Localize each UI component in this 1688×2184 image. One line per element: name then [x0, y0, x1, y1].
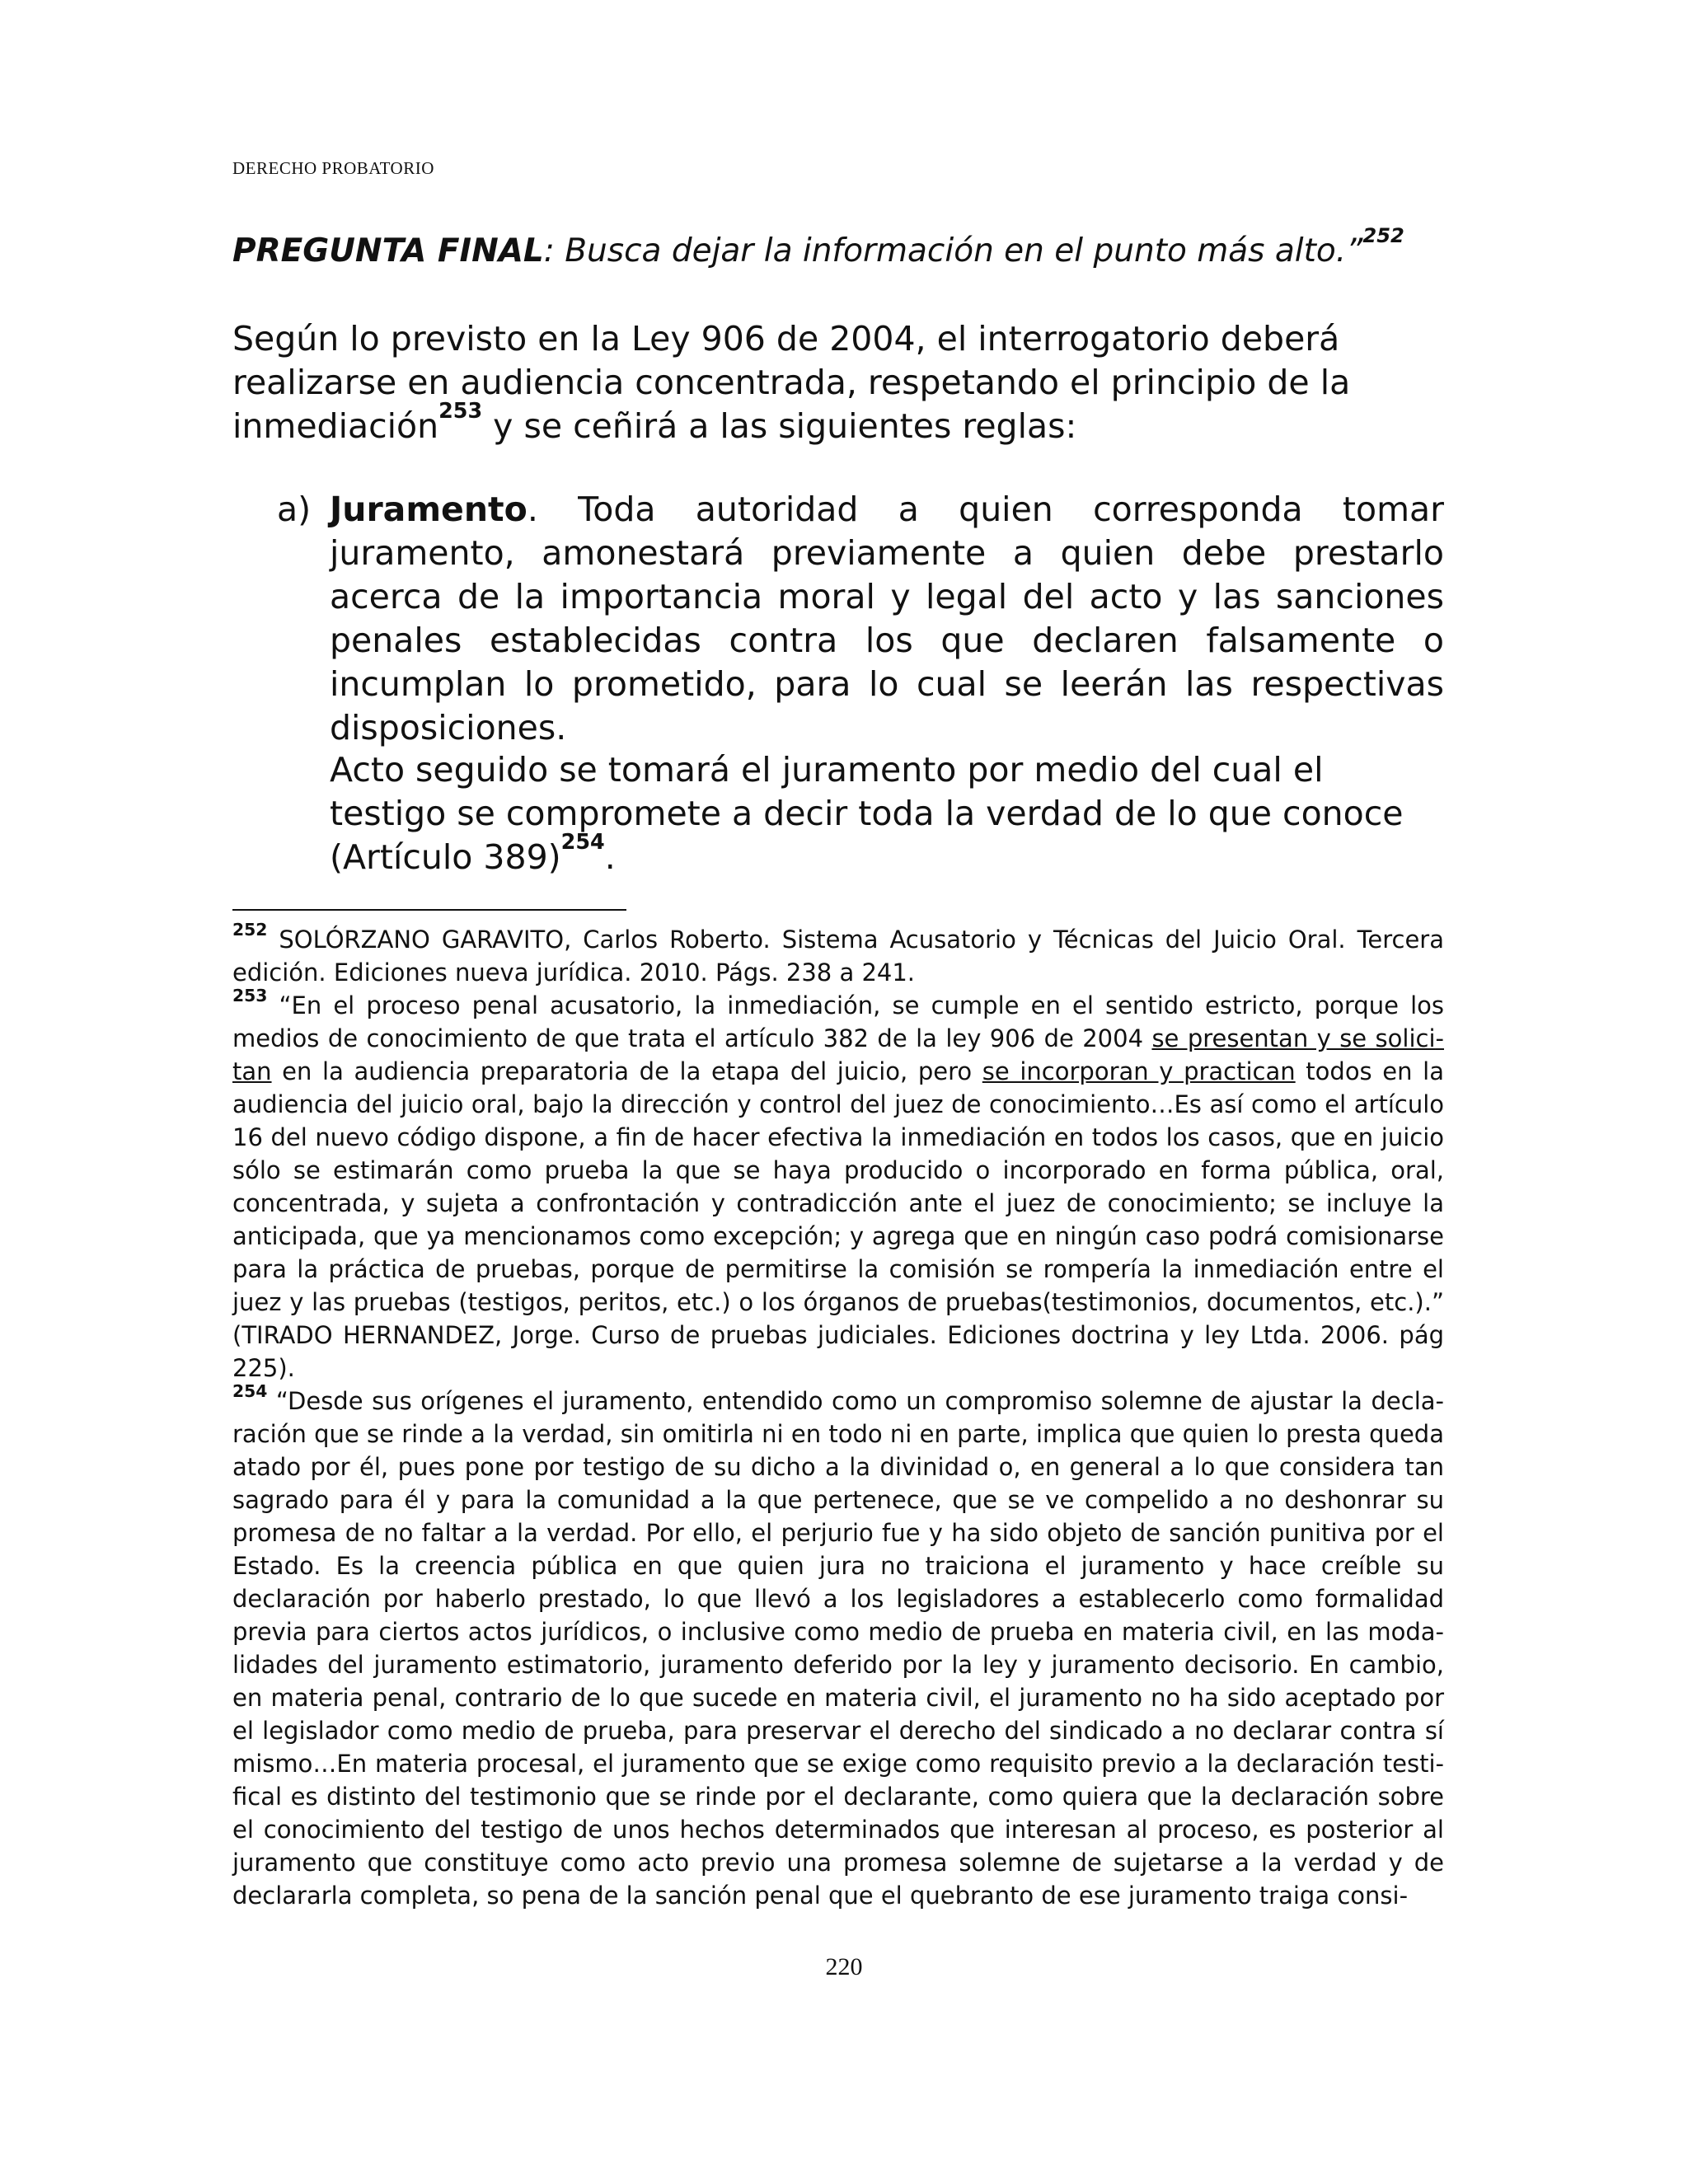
footnote-underlined-text: se incorporan y practican [982, 1057, 1296, 1085]
page-number: 220 [825, 1953, 863, 1980]
list-item-body [277, 488, 1444, 750]
footnote-ref-252[interactable]: 252 [1362, 224, 1404, 248]
intro-paragraph [232, 317, 1444, 448]
running-header: DERECHO PROBATORIO [232, 158, 434, 178]
list-item-text: . Toda autoridad a quien corresponda tomar juramento, amonestará previamente a quien debe prestarlo acerca de la importancia moral y legal del acto y las sanciones penales establecidas contra los que declaren falsamente o incumplan lo prometido, para lo cual se leerán las respectivas disposiciones. [330, 490, 1444, 748]
footnote-separator [232, 909, 626, 911]
list-item-juramento [277, 488, 1444, 750]
second-paragraph-text: Acto seguido se tomará el juramento por medio del cual el testigo se compromete a decir toda la verdad de lo que conoce (Artículo 389) [330, 750, 1404, 877]
question-text: : Busca dejar la información en el punto más alto. [543, 232, 1347, 269]
question-label: PREGUNTA FINAL [232, 232, 544, 269]
footnote-number: 253 [232, 985, 268, 1005]
second-paragraph-end: . [604, 837, 616, 877]
intro-text-b: y se ceñirá a las siguientes reglas: [482, 406, 1077, 446]
footnote-254 [232, 1380, 1444, 1912]
footnote-ref-254[interactable]: 254 [560, 828, 605, 854]
list-item-letter: a) [277, 490, 312, 529]
footnote-text: en la audiencia preparatoria de la etapa del juicio, pero [271, 1057, 982, 1085]
footnote-number: 252 [232, 919, 268, 940]
footnotes-section [232, 919, 1444, 1912]
juramento-second-paragraph [330, 748, 1444, 879]
footnote-text: “Desde sus orígenes el juramento, entendido como un compromiso solemne de ajustar la declaración que se rinde a la verdad, sin omitirla ni en todo ni en parte, implica que quien lo presta queda atado por él, pues pone por testigo de su dicho a la divinidad o, en general a lo que considera tan sagrado para él y para la comunidad a la que pertenece, que se ve compelido a no deshonrar su promesa de no faltar a la verdad. Por ello, el perjurio fue y ha sido objeto de sanción punitiva por el Estado. Es la creencia pública en que quien jura no traiciona el juramento y hace creíble su declaración por haberlo prestado, lo que llevó a los legisladores a establecerlo como formalidad previa para ciertos actos jurídicos, o inclusive como medio de prueba en materia civil, en las modalidades del juramento estimatorio, juramento deferido por la ley y juramento decisorio. En cambio, en materia penal, contrario de lo que sucede en materia civil, el juramento no ha sido aceptado por el legislador como medio de prueba, para preservar el derecho del sindicado a no declarar contra sí mismo…En materia procesal, el juramento que se exige como requisito previo a la declaración testifical es distinto del testimonio que se rinde por el declarante, como quiera que la declaración sobre el conocimiento del testigo de unos hechos determinados que interesan al proceso, es posterior al juramento que constituye como acto previo una promesa solemne de sujetarse a la verdad y de declararla completa, so pena de la sanción penal que el quebranto de ese juramento traiga consi- [232, 1387, 1444, 1910]
footnote-252 [232, 919, 1444, 989]
footnote-text: “En el proceso penal acusatorio, la inmediación, se cumple en el sentido estricto, porque los medios de conocimiento de que trata el artículo 382 de la ley 906 de 2004 [232, 991, 1444, 1052]
footnote-text: SOLÓRZANO GARAVITO, Carlos Roberto. Sistema Acusatorio y Técnicas del Juicio Oral. Tercera edición. Ediciones nueva jurídica. 2010. Págs. 238 a 241. [232, 926, 1444, 987]
question-closing-quote: ” [1346, 232, 1363, 269]
footnote-underlined-text: se presentan y se solicitan [232, 1024, 1444, 1085]
footnote-text: todos en la audiencia del juicio oral, bajo la dirección y control del juez de conocimiento…Es así como el artículo 16 del nuevo código dispone, a fin de hacer efectiva la inmediación en todos los casos, que en juicio sólo se estimarán como prueba la que se haya producido o incorporado en forma pública, oral, concentrada, y sujeta a confrontación y contradicción ante el juez de conocimiento; se incluye la anticipada, que ya mencionamos como excepción; y agrega que en ningún caso podrá comisionarse para la práctica de pruebas, porque de permitirse la comisión se rompería la inmediación entre el juez y las pruebas (testigos, peritos, etc.) o los órganos de pruebas(testimonios, documentos, etc.).” (TIRADO HERNANDEZ, Jorge. Curso de pruebas judiciales. Ediciones doctrina y ley Ltda. 2006. pág 225). [232, 1057, 1444, 1382]
footnote-number: 254 [232, 1380, 268, 1401]
intro-text-a: Según lo previsto en la Ley 906 de 2004, el interrogatorio deberá realizarse en audiencia concentrada, respetando el principio de la inmediación [232, 319, 1351, 446]
footnote-253 [232, 985, 1444, 1385]
final-question-heading [232, 224, 1452, 269]
footnote-ref-253[interactable]: 253 [438, 397, 483, 423]
list-item-title: Juramento [330, 490, 528, 529]
